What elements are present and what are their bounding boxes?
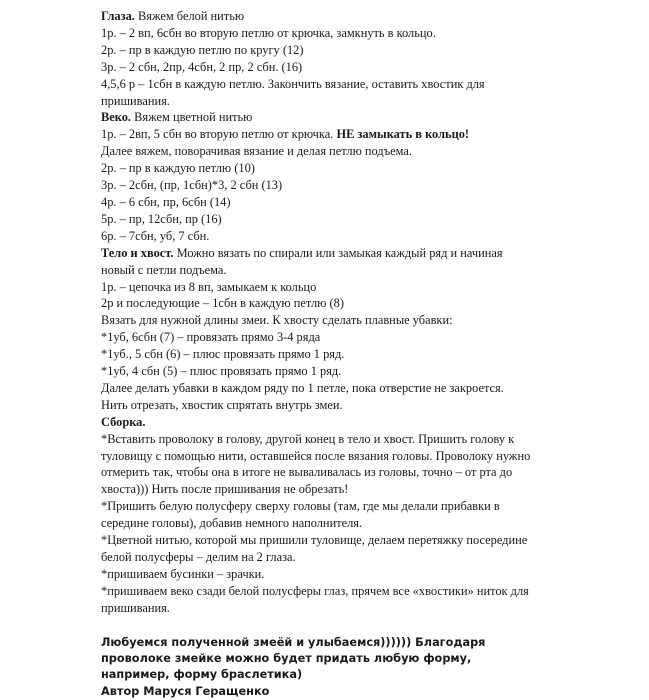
body-tail-heading-line — [101, 245, 539, 279]
body-tail-heading: Тело и хвост. — [101, 245, 174, 260]
closing-text: Любуемся полученной змеёй и улыбаемся)))))) Благодаря проволоке змейке можно будет придать любую форму, например, форму браслетика) — [101, 635, 486, 682]
section-spacer — [101, 617, 539, 635]
assembly-paragraph: *Пришить белую полусферу сверху головы (там, где мы делали прибавки в середине головы), добавив немного наполнителя. — [101, 499, 500, 531]
eyelid-row: 5р. – пр, 12сбн, пр (16) — [101, 211, 222, 226]
assembly-heading: Сборка. — [101, 414, 146, 429]
body-tail-row: Нить отрезать, хвостик спрятать внутрь змеи. — [101, 397, 343, 412]
assembly-paragraph: *Вставить проволоку в голову, другой конец в тело и хвост. Пришить голову к туловищу с помощью нити, оставшейся после вязания головы. Проволоку нужно отмерить так, чтобы она в итоге не вываливалась из головы, точно – от рта до хвоста))) Нить после пришивания не обрезать! — [101, 431, 531, 497]
eyes-row: 4,5,6 р – 1сбн в каждую петлю. Закончить вязание, оставить хвостик для пришивания. — [101, 76, 485, 108]
eyelid-section — [101, 109, 539, 244]
eyes-heading-line — [101, 8, 539, 25]
assembly-heading-line — [101, 414, 539, 431]
eyelid-row-1-text: 1р. – 2вп, 5 сбн во вторую петлю от крючка. — [101, 127, 337, 142]
body-tail-row: *1уб, 4 сбн (5) – плюс провязать прямо 1 ряд. — [101, 364, 342, 379]
assembly-paragraph: *пришиваем веко сзади белой полусферы глаз, прячем все «хвостики» ниток для пришивания. — [101, 583, 529, 615]
eyes-intro: Вяжем белой нитью — [134, 9, 245, 23]
body-tail-row: 2р и последующие – 1сбн в каждую петлю (8) — [101, 296, 344, 311]
eyelid-row: Далее вяжем, поворачивая вязание и делая петлю подъема. — [101, 144, 412, 159]
eyelid-heading: Веко. — [101, 110, 132, 125]
author-credit: Автор Маруся Геращенко — [101, 684, 270, 698]
body-tail-section — [101, 245, 539, 414]
eyelid-row: 6р. – 7сбн, уб, 7 сбн. — [101, 228, 210, 243]
footer-section — [101, 635, 539, 700]
body-tail-row: 1р. – цепочка из 8 вп, замыкаем к кольцо — [101, 279, 317, 294]
eyes-row: 3р. – 2 сбн, 2пр, 4сбн, 2 пр, 2 сбн. (16) — [101, 59, 303, 74]
eyes-row: 1р. – 2 вп, 6сбн во вторую петлю от крючка, замкнуть в кольцо. — [101, 25, 436, 40]
eyelid-intro: Вяжем цветной нитью — [131, 110, 253, 125]
eyelid-row-1-warning: НЕ замыкать в кольцо! — [336, 127, 470, 142]
assembly-paragraph: *пришиваем бусинки – зрачки. — [101, 566, 265, 581]
body-tail-row: Вязать для нужной длины змеи. К хвосту сделать плавные убавки: — [101, 313, 453, 328]
eyelid-heading-line — [101, 109, 539, 126]
eyes-section — [101, 8, 539, 109]
assembly-paragraph: *Цветной нитью, которой мы пришили туловище, делаем перетяжку посередине белой полусферы – делим на 2 глаза. — [101, 533, 528, 564]
eyes-heading: Глаза. — [101, 9, 135, 23]
eyelid-row: 4р. – 6 сбн, пр, 6сбн (14) — [101, 194, 231, 209]
instructions-document — [101, 8, 539, 700]
body-tail-row: Далее делать убавки в каждом ряду по 1 петле, пока отверстие не закроется. — [101, 380, 504, 395]
eyelid-row: 2р. – пр в каждую петлю (10) — [101, 161, 255, 176]
eyes-row: 2р. – пр в каждую петлю по кругу (12) — [101, 42, 304, 57]
body-tail-row: *1уб., 5 сбн (6) – плюс провязать прямо 1 ряд. — [101, 347, 345, 362]
body-tail-row: *1уб, 6сбн (7) – провязать прямо 3-4 ряда — [101, 330, 321, 345]
body-tail-intro: Можно вязать по спирали или замыкая каждый ряд и начиная новый с петли подъема. — [101, 245, 503, 277]
eyelid-row: 3р. – 2сбн, (пр, 1сбн)*3, 2 сбн (13) — [101, 178, 283, 193]
eyelid-row-1 — [101, 126, 539, 143]
assembly-section — [101, 414, 539, 617]
